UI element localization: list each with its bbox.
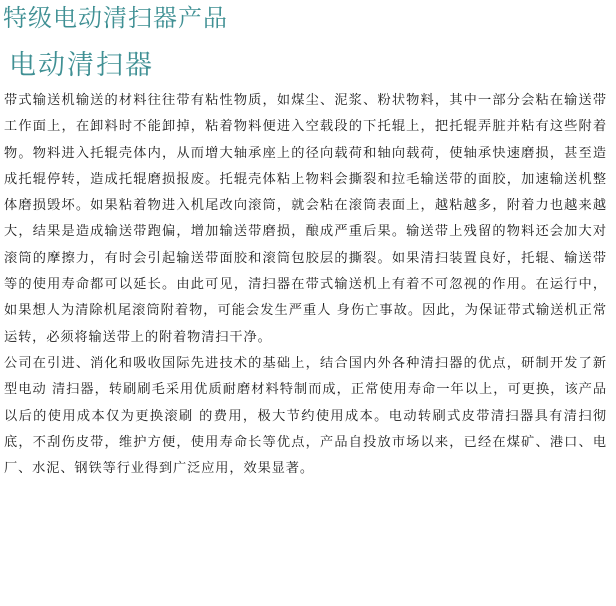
paragraph-2: 公司在引进、消化和吸收国际先进技术的基础上，结合国内外各种清扫器的优点，研制开发了新型电动 清扫器，转刷刷毛采用优质耐磨材料特制而成，正常使用寿命一年以上，可更换，该产品以后的使用成本仅为更换滚刷 的费用，极大节约使用成本。电动转刷式皮带清扫器具有清扫彻底，不刮伤皮带，维护方便，使用寿命长等优点，产品自投放市场以来，已经在煤矿、港口、电厂、水泥、钢铁等行业得到广泛应用，效果显著。 — [4, 355, 607, 477]
page-title: 特级电动清扫器产品 — [3, 4, 228, 32]
section-heading: 电动清扫器 — [9, 50, 154, 81]
article-body — [4, 88, 607, 482]
paragraph-1: 带式输送机输送的材料往往带有粘性物质，如煤尘、泥浆、粉状物料，其中一部分会粘在输送带工作面上，在卸料时不能卸掉，粘着物料便进入空载段的下托辊上，把托辊弄脏并粘有这些附着物。物料进入托辊壳体内，从而增大轴承座上的径向载荷和轴向载荷，使轴承快速磨损，甚至造成托辊停转，造成托辊磨损报废。托辊壳体粘上物料会撕裂和拉毛输送带的面胶，加速输送机整体磨损毁坏。如果粘着物进入机尾改向滚筒，就会粘在滚筒表面上，越粘越多，附着力也越来越大，结果是造成输送带跑偏，增加输送带磨损，酿成严重后果。输送带上残留的物料还会加大对滚筒的摩擦力，有时会引起输送带面胶和滚筒包胶层的撕裂。如果清扫装置良好，托辊、输送带等的使用寿命都可以延长。由此可见，清扫器在带式输送机上有着不可忽视的作用。在运行中，如果想人为清除机尾滚筒附着物，可能会发生严重人 身伤亡事故。因此，为保证带式输送机正常运转，必须将输送带上的附着物清扫干净。 — [4, 93, 607, 345]
